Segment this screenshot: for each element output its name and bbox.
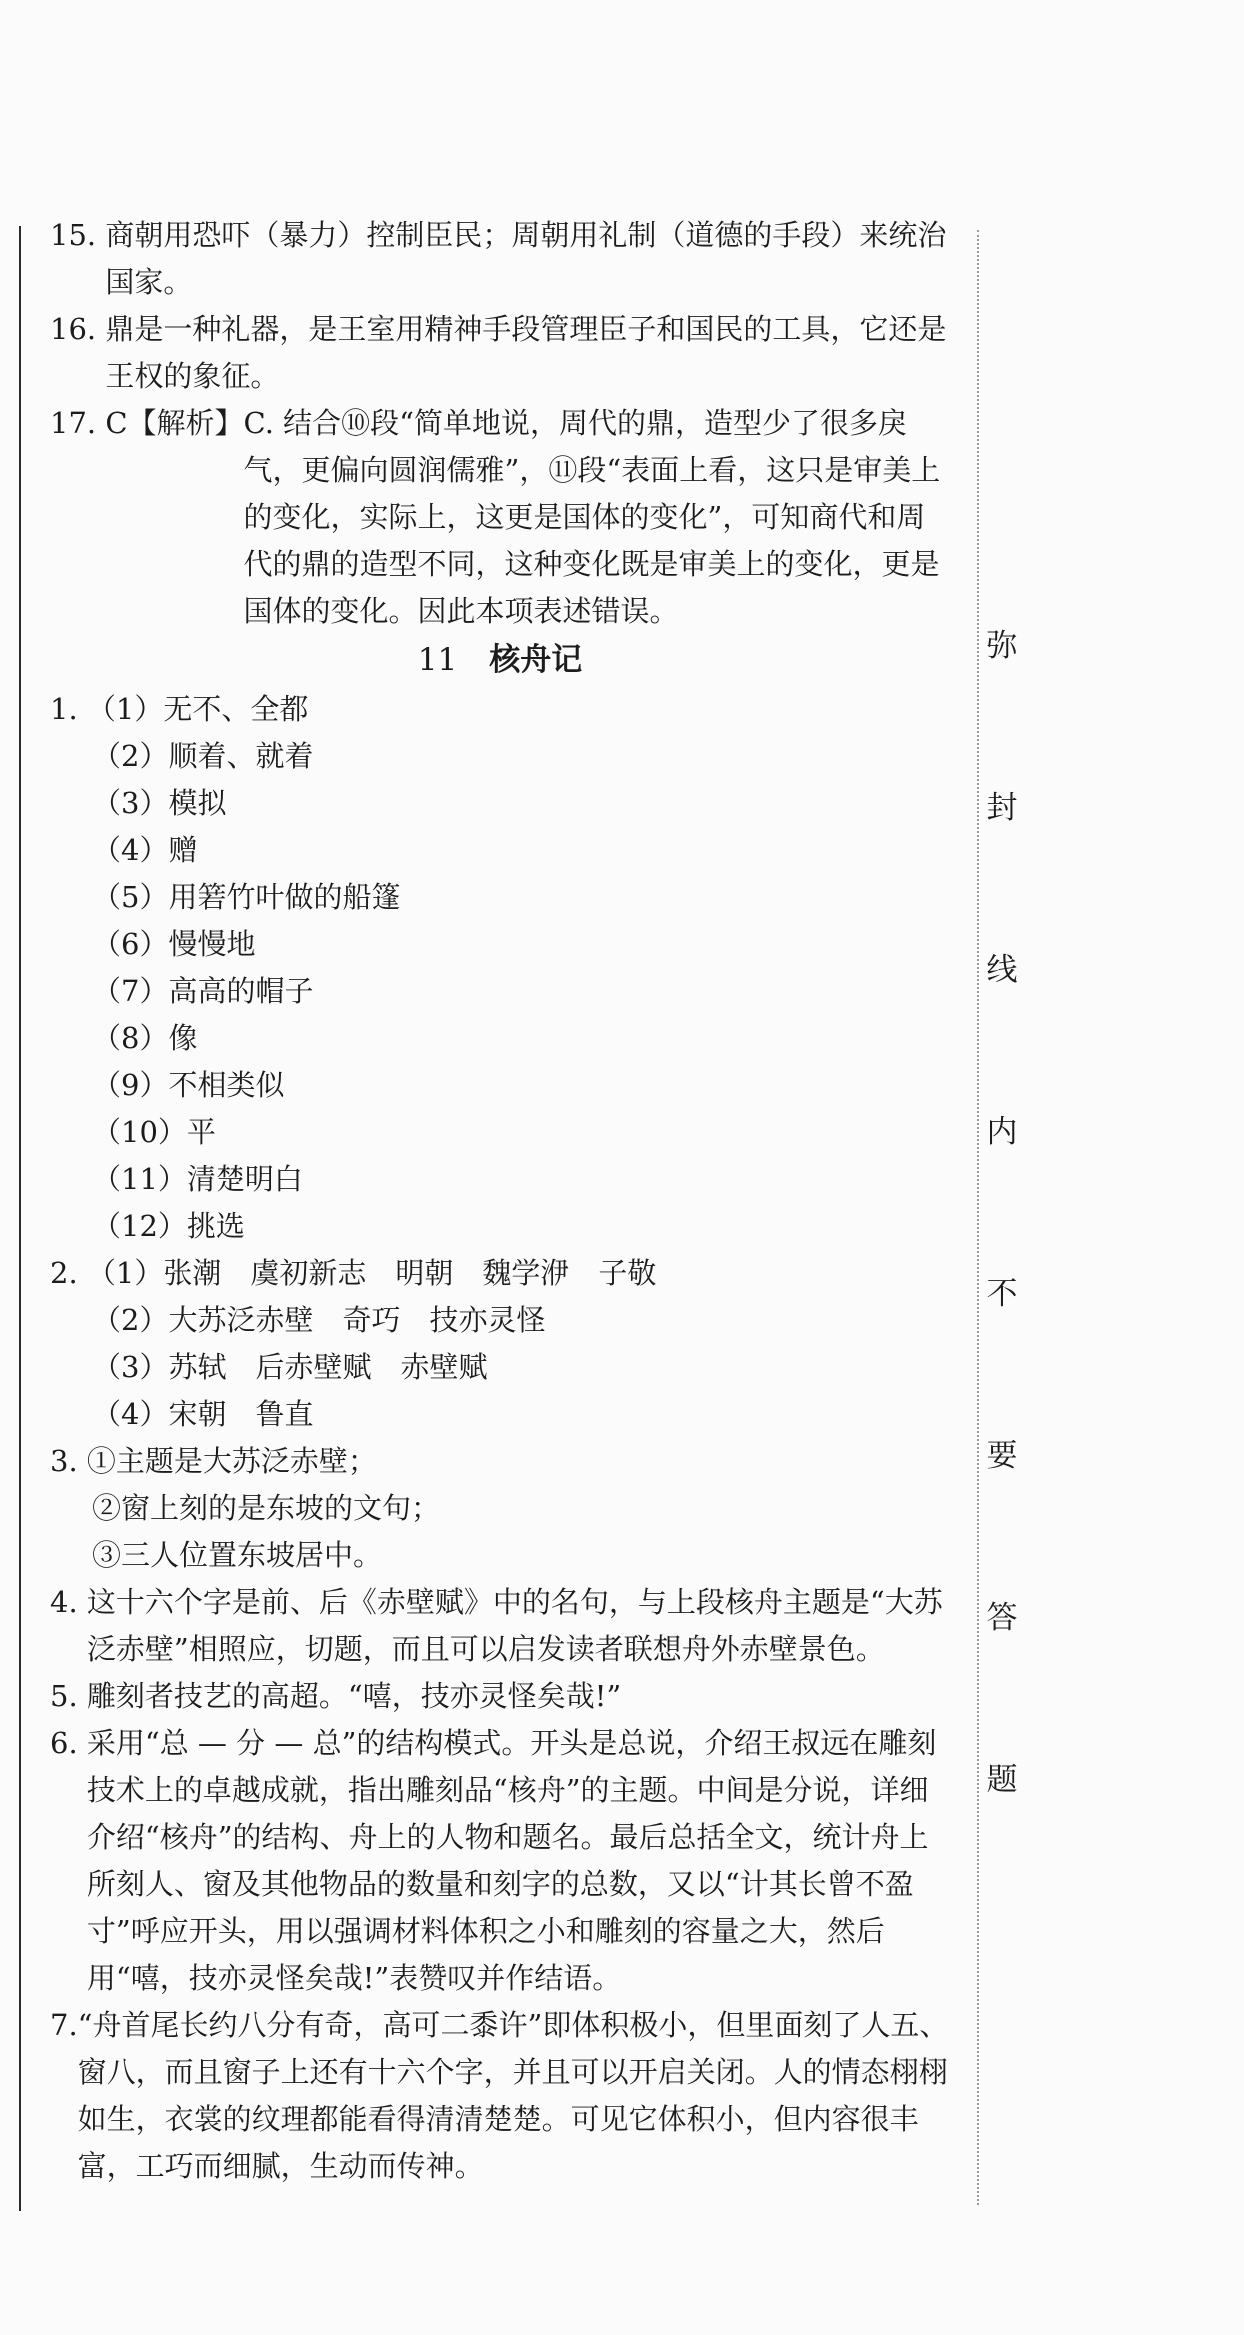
seal-line-notice bbox=[982, 620, 1022, 1916]
answer-15 bbox=[50, 212, 950, 306]
answer-16 bbox=[50, 306, 950, 400]
seal-char: 答 bbox=[986, 1600, 1018, 1636]
sub-answer: （1）无不、全都 bbox=[86, 692, 309, 726]
item-number: 4. bbox=[50, 1585, 87, 1619]
answer-17 bbox=[50, 400, 950, 635]
sub-answer: （1）张潮 虞初新志 明朝 魏学洢 子敬 bbox=[86, 1256, 657, 1290]
item-number: 17. bbox=[50, 406, 106, 440]
seal-char: 线 bbox=[986, 952, 1018, 988]
answer-6 bbox=[50, 1720, 950, 2002]
item-number: 2. bbox=[50, 1256, 87, 1290]
answer-4 bbox=[50, 1579, 950, 1673]
item-text: 商朝用恐吓（暴力）控制臣民；周朝用礼制（道德的手段）来统治国家。 bbox=[105, 218, 947, 299]
left-margin-rule bbox=[19, 226, 21, 2211]
answer-5 bbox=[50, 1673, 950, 1720]
answer-3 bbox=[50, 1438, 950, 1579]
sub-answer: （11）清楚明白 bbox=[92, 1162, 303, 1196]
sub-answer: （2）大苏泛赤壁 奇巧 技亦灵怪 bbox=[92, 1303, 546, 1337]
item-text: 这十六个字是前、后《赤壁赋》中的名句，与上段核舟主题是“大苏泛赤壁”相照应，切题，而且可以启发读者联想舟外赤壁景色。 bbox=[86, 1585, 943, 1666]
item-text: “舟首尾长约八分有奇，高可二黍许”即体积极小，但里面刻了人五、窗八，而且窗子上还有十六个字，并且可以开启关闭。人的情态栩栩如生，衣裳的纹理都能看得清清楚楚。可见它体积小，但内容很丰富，工巧而细腻，生动而传神。 bbox=[77, 2008, 949, 2183]
seal-char: 要 bbox=[986, 1438, 1018, 1474]
sub-answer: （9）不相类似 bbox=[92, 1068, 285, 1102]
item-text: 雕刻者技艺的高超。“嘻，技亦灵怪矣哉!” bbox=[86, 1679, 622, 1713]
item-number: 5. bbox=[50, 1679, 87, 1713]
sub-answer: （12）挑选 bbox=[92, 1209, 245, 1243]
seal-char: 弥 bbox=[986, 628, 1018, 664]
section-title bbox=[50, 637, 950, 684]
section-number: 11 bbox=[417, 642, 458, 678]
sub-answer: （4）宋朝 鲁直 bbox=[92, 1397, 314, 1431]
seal-char: 题 bbox=[986, 1762, 1018, 1798]
sub-answer: （10）平 bbox=[92, 1115, 216, 1149]
seal-char: 封 bbox=[986, 790, 1018, 826]
item-number: 15. bbox=[50, 218, 106, 252]
answer-2 bbox=[50, 1250, 950, 1438]
item-number: 7. bbox=[50, 2008, 78, 2042]
seal-char: 内 bbox=[986, 1114, 1018, 1150]
sub-answer: ③三人位置东坡居中。 bbox=[92, 1538, 383, 1572]
sub-answer: （7）高高的帽子 bbox=[92, 974, 314, 1008]
item-explanation: C. 结合⑩段“简单地说，周代的鼎，造型少了很多戾气，更偏向圆润儒雅”，⑪段“表面上看，这只是审美上的变化，实际上，这更是国体的变化”，可知商代和周代的鼎的造型不同，这种变化既是审美上的变化，更是国体的变化。因此本项表述错误。 bbox=[243, 406, 941, 628]
seal-char: 不 bbox=[986, 1276, 1018, 1312]
sub-answer: （3）苏轼 后赤壁赋 赤壁赋 bbox=[92, 1350, 488, 1384]
item-number: 1. bbox=[50, 692, 87, 726]
sub-answer: （3）模拟 bbox=[92, 786, 227, 820]
item-answer: C【解析】 bbox=[105, 406, 244, 440]
sub-answer: ②窗上刻的是东坡的文句； bbox=[92, 1491, 441, 1525]
item-number: 3. bbox=[50, 1444, 87, 1478]
item-number: 16. bbox=[50, 312, 106, 346]
sub-answer: （6）慢慢地 bbox=[92, 927, 256, 961]
item-text: 采用“总 — 分 — 总”的结构模式。开头是总说，介绍王叔远在雕刻技术上的卓越成就，指出雕刻品“核舟”的主题。中间是分说，详细介绍“核舟”的结构、舟上的人物和题名。最后总括全文，统计舟上所刻人、窗及其他物品的数量和刻字的总数，又以“计其长曾不盈寸”呼应开头，用以强调材料体积之小和雕刻的容量之大，然后用“嘻，技亦灵怪矣哉!”表赞叹并作结语。 bbox=[86, 1726, 937, 1995]
item-number: 6. bbox=[50, 1726, 87, 1760]
sub-answer: （2）顺着、就着 bbox=[92, 739, 314, 773]
sub-answer: ①主题是大苏泛赤壁； bbox=[86, 1444, 377, 1478]
seal-dotted-line bbox=[977, 230, 979, 2205]
item-text: 鼎是一种礼器，是王室用精神手段管理臣子和国民的工具，它还是王权的象征。 bbox=[105, 312, 947, 393]
sub-answer: （4）赠 bbox=[92, 833, 198, 867]
answer-1 bbox=[50, 686, 950, 1250]
sub-answer: （8）像 bbox=[92, 1021, 198, 1055]
answer-7 bbox=[50, 2002, 950, 2190]
section-name: 核舟记 bbox=[489, 642, 583, 678]
sub-answer: （5）用箬竹叶做的船篷 bbox=[92, 880, 401, 914]
answer-content bbox=[50, 212, 950, 2190]
